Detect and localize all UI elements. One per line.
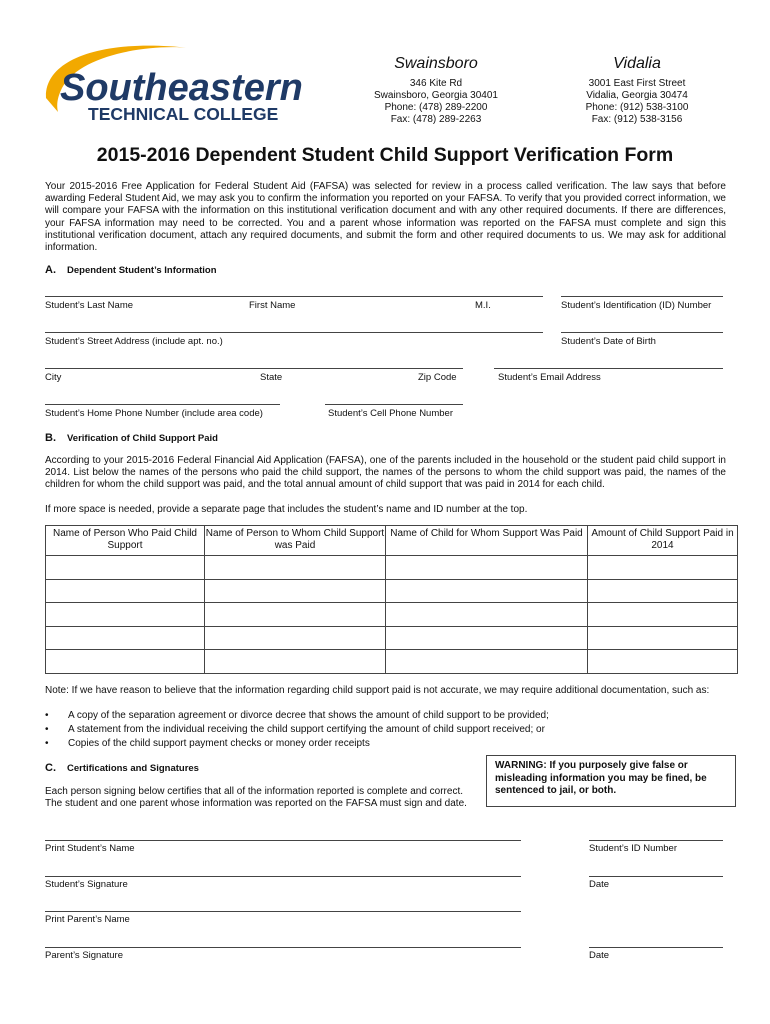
student-signature-line[interactable] xyxy=(45,876,521,877)
bullet-icon: • xyxy=(45,738,49,749)
campus-phone: Phone: (478) 289-2200 xyxy=(384,102,488,113)
campus-street: 3001 East First Street xyxy=(588,78,686,89)
campus-swainsboro xyxy=(336,54,536,126)
section-letter: C. xyxy=(45,762,56,774)
table-cell[interactable] xyxy=(588,579,738,603)
table-row xyxy=(46,650,738,674)
section-letter: B. xyxy=(45,432,56,444)
zip-label: Zip Code xyxy=(418,372,457,383)
campus-city: Swainsboro, Georgia 30401 xyxy=(374,90,498,101)
table-cell[interactable] xyxy=(588,556,738,580)
last-name-label: Student’s Last Name xyxy=(45,300,134,311)
bullet-icon: • xyxy=(45,710,49,721)
campus-vidalia xyxy=(537,54,737,126)
cell-phone-label: Student’s Cell Phone Number xyxy=(328,408,453,419)
logo-subtitle: TECHNICAL COLLEGE xyxy=(88,104,279,124)
table-row xyxy=(46,556,738,580)
header-child: Name of Child for Whom Support Was Paid xyxy=(386,526,588,556)
section-letter: A. xyxy=(45,264,56,276)
table-cell[interactable] xyxy=(205,626,386,650)
student-id-number-label: Student’s ID Number xyxy=(589,843,678,854)
list-item xyxy=(45,723,549,737)
mi-label: M.I. xyxy=(475,300,491,311)
table-cell[interactable] xyxy=(46,556,205,580)
section-b-heading xyxy=(45,432,218,444)
table-cell[interactable] xyxy=(205,650,386,674)
table-cell[interactable] xyxy=(46,603,205,627)
intro-paragraph: Your 2015-2016 Free Application for Federal Student Aid (FAFSA) was selected for review in a process called verification. The law says that before awarding Federal Student Aid, we may ask you to confirm the information you reported on your FAFSA. To verify that you provided correct information, we will compare your FAFSA with the information on this institutional verification document and with any other required documents. If there are differences, your FAFSA information may need to be corrected. You and a parent whose information was reported on the FAFSA must complete and sign this institutional verification document, attach any required documents, and submit the form and other required documents to us. We may ask for additional information. xyxy=(45,181,726,254)
table-cell[interactable] xyxy=(205,556,386,580)
date2-label: Date xyxy=(589,950,610,961)
header-amount: Amount of Child Support Paid in 2014 xyxy=(588,526,738,556)
table-cell[interactable] xyxy=(386,603,588,627)
print-parent-label: Print Parent’s Name xyxy=(45,914,130,925)
table-row xyxy=(46,626,738,650)
list-item xyxy=(45,709,549,723)
documentation-list xyxy=(45,709,549,751)
table-cell[interactable] xyxy=(46,650,205,674)
campus-phone: Phone: (912) 538-3100 xyxy=(585,102,689,113)
city-label: City xyxy=(45,372,62,383)
section-title: Certifications and Signatures xyxy=(67,763,199,774)
student-id-line[interactable] xyxy=(561,296,723,297)
list-item-text: A copy of the separation agreement or divorce decree that shows the amount of child support to be provided; xyxy=(68,710,549,721)
section-c-heading xyxy=(45,762,199,774)
section-title: Dependent Student’s Information xyxy=(67,265,217,276)
child-support-table xyxy=(45,525,738,674)
cell-phone-line[interactable] xyxy=(325,404,463,405)
date1-line[interactable] xyxy=(589,876,723,877)
student-signature-label: Student’s Signature xyxy=(45,879,128,890)
logo-name: Southeastern xyxy=(60,67,303,109)
section-a-heading xyxy=(45,264,217,276)
home-phone-label: Student’s Home Phone Number (include area code) xyxy=(45,408,263,419)
documentation-note: Note: If we have reason to believe that the information regarding child support paid is not accurate, we may require additional documentation, such as: xyxy=(45,685,710,696)
last-name-line[interactable] xyxy=(45,296,543,297)
home-phone-line[interactable] xyxy=(45,404,280,405)
table-cell[interactable] xyxy=(46,579,205,603)
table-cell[interactable] xyxy=(46,626,205,650)
bullet-icon: • xyxy=(45,724,49,735)
header-recipient: Name of Person to Whom Child Support was Paid xyxy=(205,526,386,556)
student-id-number-line[interactable] xyxy=(589,840,723,841)
table-row xyxy=(46,579,738,603)
table-cell[interactable] xyxy=(386,556,588,580)
campus-street: 346 Kite Rd xyxy=(409,78,463,89)
print-student-label: Print Student’s Name xyxy=(45,843,135,854)
campus-name: Vidalia xyxy=(613,55,661,72)
table-header-row xyxy=(46,526,738,556)
parent-signature-label: Parent’s Signature xyxy=(45,950,123,961)
table-cell[interactable] xyxy=(588,626,738,650)
more-space-note: If more space is needed, provide a separate page that includes the student’s name and ID number at the top. xyxy=(45,504,528,515)
first-name-label: First Name xyxy=(249,300,296,311)
street-line[interactable] xyxy=(45,332,543,333)
campus-fax: Fax: (478) 289-2263 xyxy=(390,114,482,125)
table-cell[interactable] xyxy=(386,650,588,674)
parent-signature-line[interactable] xyxy=(45,947,521,948)
campus-fax: Fax: (912) 538-3156 xyxy=(591,114,683,125)
city-state-zip-line[interactable] xyxy=(45,368,463,369)
table-row xyxy=(46,603,738,627)
date2-line[interactable] xyxy=(589,947,723,948)
certification-paragraph: Each person signing below certifies that all of the information reported is complete and correct. The student and one parent whose information was reported on the FAFSA must sign and date. xyxy=(45,786,467,810)
state-label: State xyxy=(260,372,283,383)
table-cell[interactable] xyxy=(205,603,386,627)
dob-label: Student’s Date of Birth xyxy=(561,336,656,347)
table-cell[interactable] xyxy=(588,650,738,674)
list-item-text: A statement from the individual receiving the child support certifying the amount of child support received; or xyxy=(68,724,545,735)
campus-city: Vidalia, Georgia 30474 xyxy=(586,90,688,101)
campus-name: Swainsboro xyxy=(394,55,478,72)
section-title: Verification of Child Support Paid xyxy=(67,433,218,444)
table-cell[interactable] xyxy=(386,626,588,650)
warning-box: WARNING: If you purposely give false or misleading information you may be fined, be sentenced to jail, or both. xyxy=(486,755,736,807)
email-label: Student’s Email Address xyxy=(498,372,601,383)
form-title: 2015-2016 Dependent Student Child Support Verification Form xyxy=(96,144,674,166)
table-cell[interactable] xyxy=(386,579,588,603)
college-logo xyxy=(40,40,330,130)
header-payer: Name of Person Who Paid Child Support xyxy=(46,526,205,556)
street-label: Student’s Street Address (include apt. no.) xyxy=(45,336,223,347)
student-id-label: Student’s Identification (ID) Number xyxy=(561,300,712,311)
section-b-paragraph: According to your 2015-2016 Federal Financial Aid Application (FAFSA), one of the parents included in the household or the student paid child support in 2014. List below the names of the persons who paid the child support, the names of the persons to whom the child support was paid, the names of the children for whom the child support was paid, and the total annual amount of child support that was paid in 2014 for each child. xyxy=(45,455,726,491)
list-item-text: Copies of the child support payment checks or money order receipts xyxy=(68,738,370,749)
table-cell[interactable] xyxy=(588,603,738,627)
list-item xyxy=(45,737,549,751)
print-student-line[interactable] xyxy=(45,840,521,841)
email-line[interactable] xyxy=(494,368,723,369)
table-cell[interactable] xyxy=(205,579,386,603)
date1-label: Date xyxy=(589,879,610,890)
print-parent-line[interactable] xyxy=(45,911,521,912)
dob-line[interactable] xyxy=(561,332,723,333)
